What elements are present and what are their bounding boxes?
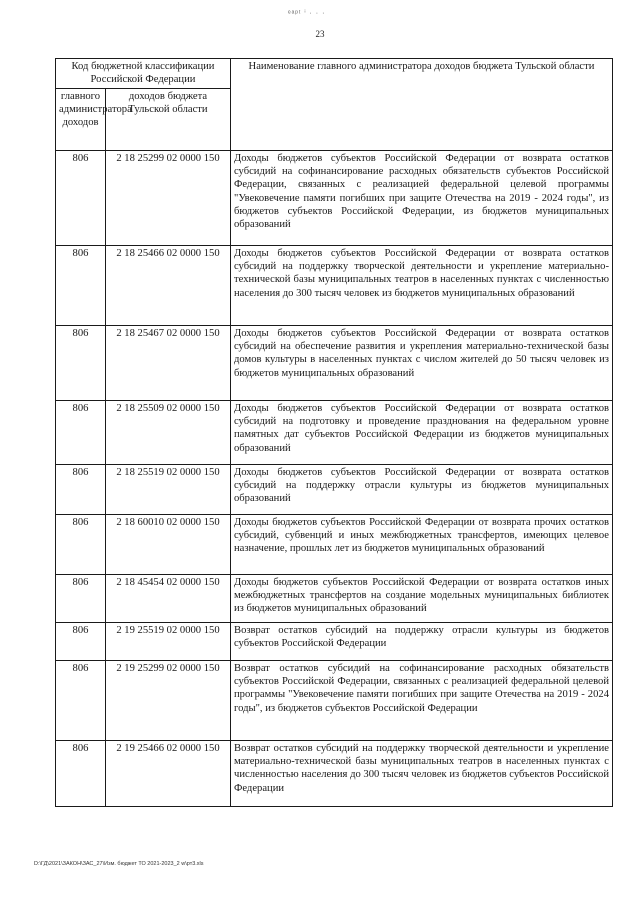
income-name-cell: Возврат остатков субсидий на поддержку отрасли культуры из бюджетов субъектов Российской Федерации xyxy=(234,625,609,650)
table-row xyxy=(56,246,613,326)
header-name-column: Наименование главного администратора доходов бюджета Тульской области xyxy=(231,59,613,151)
income-name-cell: Доходы бюджетов субъектов Российской Федерации от возврата остатков субсидий на софинансирование расходных обязательств субъектов Российской Федерации, связанных с реализацией федеральной целевой программы "Увековечение памяти погибших при защите Отечества на 2019 - 2024 годы", из бюджетов субъектов Российской Федерации, из бюджетов муниципальных образований xyxy=(234,153,609,231)
header-income-column: доходов бюджета Тульской области xyxy=(106,89,231,151)
income-code-cell: 2 18 45454 02 0000 150 xyxy=(106,575,231,623)
income-name-cell: Доходы бюджетов субъектов Российской Федерации от возврата остатков субсидий на поддержку творческой деятельности и укрепление материально-технической базы муниципальных театров в населенных пунктах с численностью населения до 300 тысяч человек из бюджетов муниципальных образований xyxy=(234,248,609,299)
table-row xyxy=(56,661,613,741)
income-code-cell: 2 19 25519 02 0000 150 xyxy=(106,623,231,661)
income-name-cell: Доходы бюджетов субъектов Российской Федерации от возврата остатков субсидий на поддержку отрасли культуры из бюджетов муниципальных образований xyxy=(234,467,609,505)
header-admin-column: главного администратора доходов xyxy=(56,89,106,151)
admin-code-cell: 806 xyxy=(56,661,106,741)
income-name-cell: Возврат остатков субсидий на поддержку творческой деятельности и укрепление материально-технической базы муниципальных театров в населенных пунктах с численностью населения до 300 тысяч человек из бюджетов субъектов Российской Федерации xyxy=(234,743,609,794)
table-row xyxy=(56,326,613,401)
income-code-cell: 2 19 25299 02 0000 150 xyxy=(106,661,231,741)
table-row xyxy=(56,623,613,661)
table-row xyxy=(56,515,613,575)
page-number: 23 xyxy=(315,29,325,39)
income-code-cell: 2 18 25509 02 0000 150 xyxy=(106,401,231,465)
scan-mark: ᵉᵃᵖᵗ ⁱ · · · xyxy=(288,10,326,17)
income-code-cell: 2 18 25299 02 0000 150 xyxy=(106,151,231,246)
income-name-cell: Доходы бюджетов субъектов Российской Федерации от возврата остатков субсидий на обеспечение развития и укрепления материально-технической базы домов культуры в населенных пунктах с числом жителей до 50 тысяч человек из бюджетов муниципальных образований xyxy=(234,328,609,379)
income-name-cell: Возврат остатков субсидий на софинансирование расходных обязательств субъектов Российской Федерации, связанных с реализацией федеральной целевой программы "Увековечение памяти погибших при защите Отечества на 2019 - 2024 годы", из бюджетов субъектов Российской Федерации xyxy=(234,663,609,714)
budget-classification-table xyxy=(55,58,613,807)
income-code-cell: 2 19 25466 02 0000 150 xyxy=(106,741,231,807)
admin-code-cell: 806 xyxy=(56,741,106,807)
table-row xyxy=(56,741,613,807)
income-code-cell: 2 18 60010 02 0000 150 xyxy=(106,515,231,575)
admin-code-cell: 806 xyxy=(56,575,106,623)
income-code-cell: 2 18 25519 02 0000 150 xyxy=(106,465,231,515)
table-row xyxy=(56,401,613,465)
income-name-cell: Доходы бюджетов субъектов Российской Федерации от возврата прочих остатков субсидий, субвенций и иных межбюджетных трансфертов, имеющих целевое назначение, прошлых лет из бюджетов муниципальных образований xyxy=(234,517,609,555)
admin-code-cell: 806 xyxy=(56,465,106,515)
admin-code-cell: 806 xyxy=(56,623,106,661)
admin-code-cell: 806 xyxy=(56,515,106,575)
income-name-cell: Доходы бюджетов субъектов Российской Федерации от возврата остатков субсидий на подготовку и проведение празднования на федеральном уровне памятных дат субъектов Российской Федерации из бюджетов муниципальных образований xyxy=(234,403,609,454)
table-row xyxy=(56,575,613,623)
admin-code-cell: 806 xyxy=(56,151,106,246)
header-code-group: Код бюджетной классификации Российской Федерации xyxy=(56,59,231,89)
income-code-cell: 2 18 25466 02 0000 150 xyxy=(106,246,231,326)
income-name-cell: Доходы бюджетов субъектов Российской Федерации от возврата остатков иных межбюджетных трансфертов на создание модельных муниципальных библиотек из бюджетов муниципальных образований xyxy=(234,577,609,615)
income-code-cell: 2 18 25467 02 0000 150 xyxy=(106,326,231,401)
admin-code-cell: 806 xyxy=(56,326,106,401)
table-row xyxy=(56,465,613,515)
admin-code-cell: 806 xyxy=(56,401,106,465)
footer-file-path: D:\ГД\2021\ЗАКОН\ЗАС_27\Изм. бюджет ТО 2021-2023_2 w\рт3.xls xyxy=(34,861,204,867)
admin-code-cell: 806 xyxy=(56,246,106,326)
table-row xyxy=(56,151,613,246)
table-body xyxy=(56,151,613,807)
